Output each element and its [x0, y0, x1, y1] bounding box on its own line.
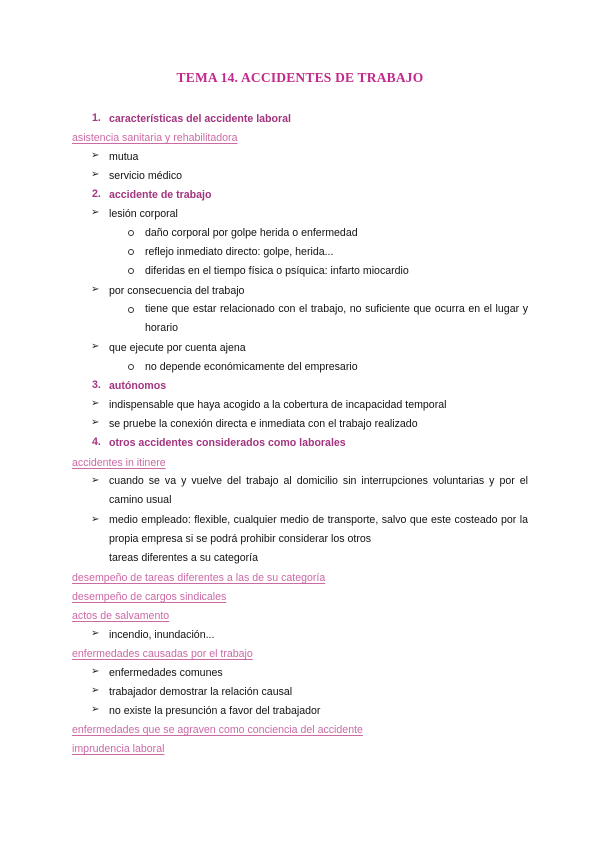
bullet-arrow-icon: ➢ — [91, 475, 100, 486]
link-desempeno-tareas[interactable]: desempeño de tareas diferentes a las de su categoría — [72, 572, 326, 584]
list-item-incendio: incendio, inundación... — [109, 629, 215, 641]
link-cargos-sindicales[interactable]: desempeño de cargos sindicales — [72, 591, 227, 603]
list-item-mutua: mutua — [109, 151, 139, 163]
bullet-arrow-icon: ➢ — [91, 398, 100, 409]
bullet-arrow-icon: ➢ — [91, 284, 100, 295]
link-salvamento[interactable]: actos de salvamento — [72, 610, 170, 622]
bullet-arrow-icon: ➢ — [91, 704, 100, 715]
bullet-arrow-icon: ➢ — [91, 417, 100, 428]
link-enfermedades[interactable]: enfermedades causadas por el trabajo — [72, 648, 253, 660]
bullet-arrow-icon: ➢ — [91, 207, 100, 218]
section-heading-1: características del accidente laboral — [109, 113, 291, 125]
list-item-domicilio: cuando se va y vuelve del trabajo al domicilio sin interrupciones voluntarias y por el camino usual — [109, 475, 528, 506]
list-item-no-depende: no depende económicamente del empresario — [145, 361, 358, 373]
list-item-comunes: enfermedades comunes — [109, 667, 223, 679]
bullet-arrow-icon: ➢ — [91, 514, 100, 525]
list-item-reflejo: reflejo inmediato directo: golpe, herida... — [145, 246, 334, 258]
list-item-tareas: tareas diferentes a su categoría — [109, 552, 258, 564]
list-item-cuenta-ajena: que ejecute por cuenta ajena — [109, 342, 246, 354]
circle-bullet-icon — [128, 268, 134, 274]
link-imprudencia[interactable]: imprudencia laboral — [72, 743, 165, 755]
circle-bullet-icon — [128, 249, 134, 255]
list-item-presuncion: no existe la presunción a favor del trabajador — [109, 705, 321, 717]
link-agraven[interactable]: enfermedades que se agraven como conciencia del accidente — [72, 724, 363, 736]
section-heading-2: accidente de trabajo — [109, 189, 212, 201]
bullet-arrow-icon: ➢ — [91, 666, 100, 677]
page-title: TEMA 14. ACCIDENTES DE TRABAJO — [176, 70, 424, 85]
circle-bullet-icon — [128, 230, 134, 236]
list-item-diferidas: diferidas en el tiempo física o psíquica: infarto miocardio — [145, 265, 409, 277]
bullet-arrow-icon: ➢ — [91, 628, 100, 639]
list-item-servicio-medico: servicio médico — [109, 170, 183, 182]
link-asistencia[interactable]: asistencia sanitaria y rehabilitadora — [72, 132, 238, 144]
list-item-conexion: se pruebe la conexión directa e inmediata con el trabajo realizado — [109, 418, 418, 430]
list-item-relacionado: tiene que estar relacionado con el trabajo, no suficiente que ocurra en el lugar y horario — [145, 303, 528, 334]
bullet-arrow-icon: ➢ — [91, 169, 100, 180]
section-heading-3: autónomos — [109, 380, 167, 392]
list-item-consecuencia: por consecuencia del trabajo — [109, 285, 245, 297]
bullet-arrow-icon: ➢ — [91, 150, 100, 161]
section-number-2: 2. — [92, 188, 101, 200]
list-item-lesion: lesión corporal — [109, 208, 178, 220]
list-item-relacion-causal: trabajador demostrar la relación causal — [109, 686, 293, 698]
section-heading-4: otros accidentes considerados como laborales — [109, 437, 346, 449]
bullet-arrow-icon: ➢ — [91, 685, 100, 696]
list-item-medio: medio empleado: flexible, cualquier medio de transporte, salvo que este costeado por la propia empresa si se podrá prohibir considerar los otros — [109, 514, 528, 545]
list-item-dano: daño corporal por golpe herida o enfermedad — [145, 227, 358, 239]
circle-bullet-icon — [128, 364, 134, 370]
circle-bullet-icon — [128, 307, 134, 313]
section-number-4: 4. — [92, 436, 101, 448]
section-number-3: 3. — [92, 379, 101, 391]
list-item-indispensable: indispensable que haya acogido a la cobertura de incapacidad temporal — [109, 399, 447, 411]
section-number-1: 1. — [92, 112, 101, 124]
bullet-arrow-icon: ➢ — [91, 341, 100, 352]
link-itinere[interactable]: accidentes in itinere — [72, 457, 166, 469]
